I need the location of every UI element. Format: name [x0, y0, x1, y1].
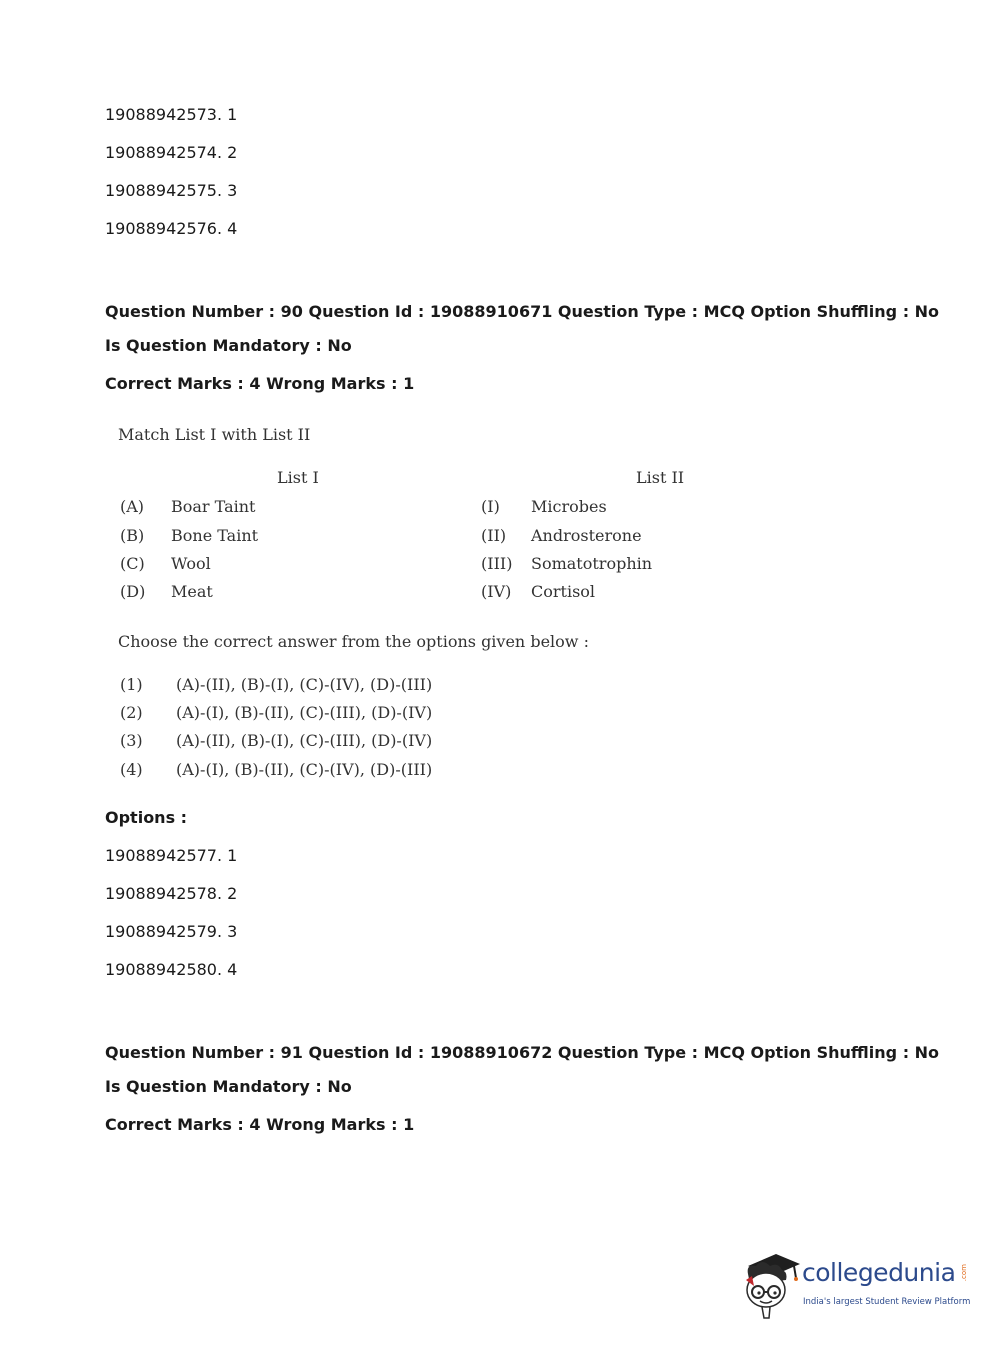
- choice-2-number: (2): [120, 703, 143, 722]
- list-2-key-ii: (II): [481, 526, 507, 545]
- list-1-key-c: (C): [120, 554, 145, 573]
- logo-dotcom: .com: [960, 1264, 968, 1282]
- list-2-item-iv: Cortisol: [531, 582, 596, 601]
- list-2-key-iii: (III): [481, 554, 513, 573]
- list-2-item-ii: Androsterone: [531, 526, 642, 545]
- list-1-item-d: Meat: [171, 582, 213, 601]
- list-1-item-b: Bone Taint: [171, 526, 259, 545]
- option-4: 19088942580. 4: [105, 960, 238, 979]
- list-1-key-b: (B): [120, 526, 145, 545]
- option-3: 19088942579. 3: [105, 922, 238, 941]
- mascot-icon: [742, 1250, 802, 1320]
- options-label: Options :: [105, 808, 188, 827]
- question-90-header: Question Number : 90 Question Id : 19088910671 Question Type : MCQ Option Shuffling : No: [105, 302, 940, 321]
- list-2-item-i: Microbes: [531, 497, 607, 516]
- choice-4-text: (A)-(I), (B)-(II), (C)-(IV), (D)-(III): [176, 760, 433, 779]
- choice-1-number: (1): [120, 675, 143, 694]
- list-1-key-d: (D): [120, 582, 146, 601]
- logo-tagline: India's largest Student Review Platform: [803, 1297, 971, 1307]
- list-2-heading: List II: [636, 468, 685, 487]
- list-2-key-i: (I): [481, 497, 500, 516]
- question-91-mandatory: Is Question Mandatory : No: [105, 1077, 352, 1096]
- list-1-item-c: Wool: [171, 554, 211, 573]
- logo-wordmark: collegedunia: [802, 1258, 956, 1287]
- list-1-heading: List I: [277, 468, 319, 487]
- question-90-mandatory: Is Question Mandatory : No: [105, 336, 352, 355]
- list-1-item-a: Boar Taint: [171, 497, 256, 516]
- list-2-item-iii: Somatotrophin: [531, 554, 653, 573]
- question-90-marks: Correct Marks : 4 Wrong Marks : 1: [105, 374, 415, 393]
- option-2: 19088942578. 2: [105, 884, 238, 903]
- list-2-key-iv: (IV): [481, 582, 512, 601]
- match-instruction: Match List I with List II: [118, 425, 311, 444]
- choice-3-text: (A)-(II), (B)-(I), (C)-(III), (D)-(IV): [176, 731, 433, 750]
- prev-option-4: 19088942576. 4: [105, 219, 238, 238]
- question-91-marks: Correct Marks : 4 Wrong Marks : 1: [105, 1115, 415, 1134]
- prev-option-2: 19088942574. 2: [105, 143, 238, 162]
- prev-option-3: 19088942575. 3: [105, 181, 238, 200]
- prev-option-1: 19088942573. 1: [105, 105, 238, 124]
- choice-1-text: (A)-(II), (B)-(I), (C)-(IV), (D)-(III): [176, 675, 433, 694]
- question-91-header: Question Number : 91 Question Id : 19088910672 Question Type : MCQ Option Shuffling : No: [105, 1043, 940, 1062]
- choose-instruction: Choose the correct answer from the options given below :: [118, 632, 589, 651]
- choice-2-text: (A)-(I), (B)-(II), (C)-(III), (D)-(IV): [176, 703, 433, 722]
- list-1-key-a: (A): [120, 497, 145, 516]
- option-1: 19088942577. 1: [105, 846, 238, 865]
- choice-4-number: (4): [120, 760, 143, 779]
- collegedunia-logo: [742, 1250, 972, 1320]
- choice-3-number: (3): [120, 731, 143, 750]
